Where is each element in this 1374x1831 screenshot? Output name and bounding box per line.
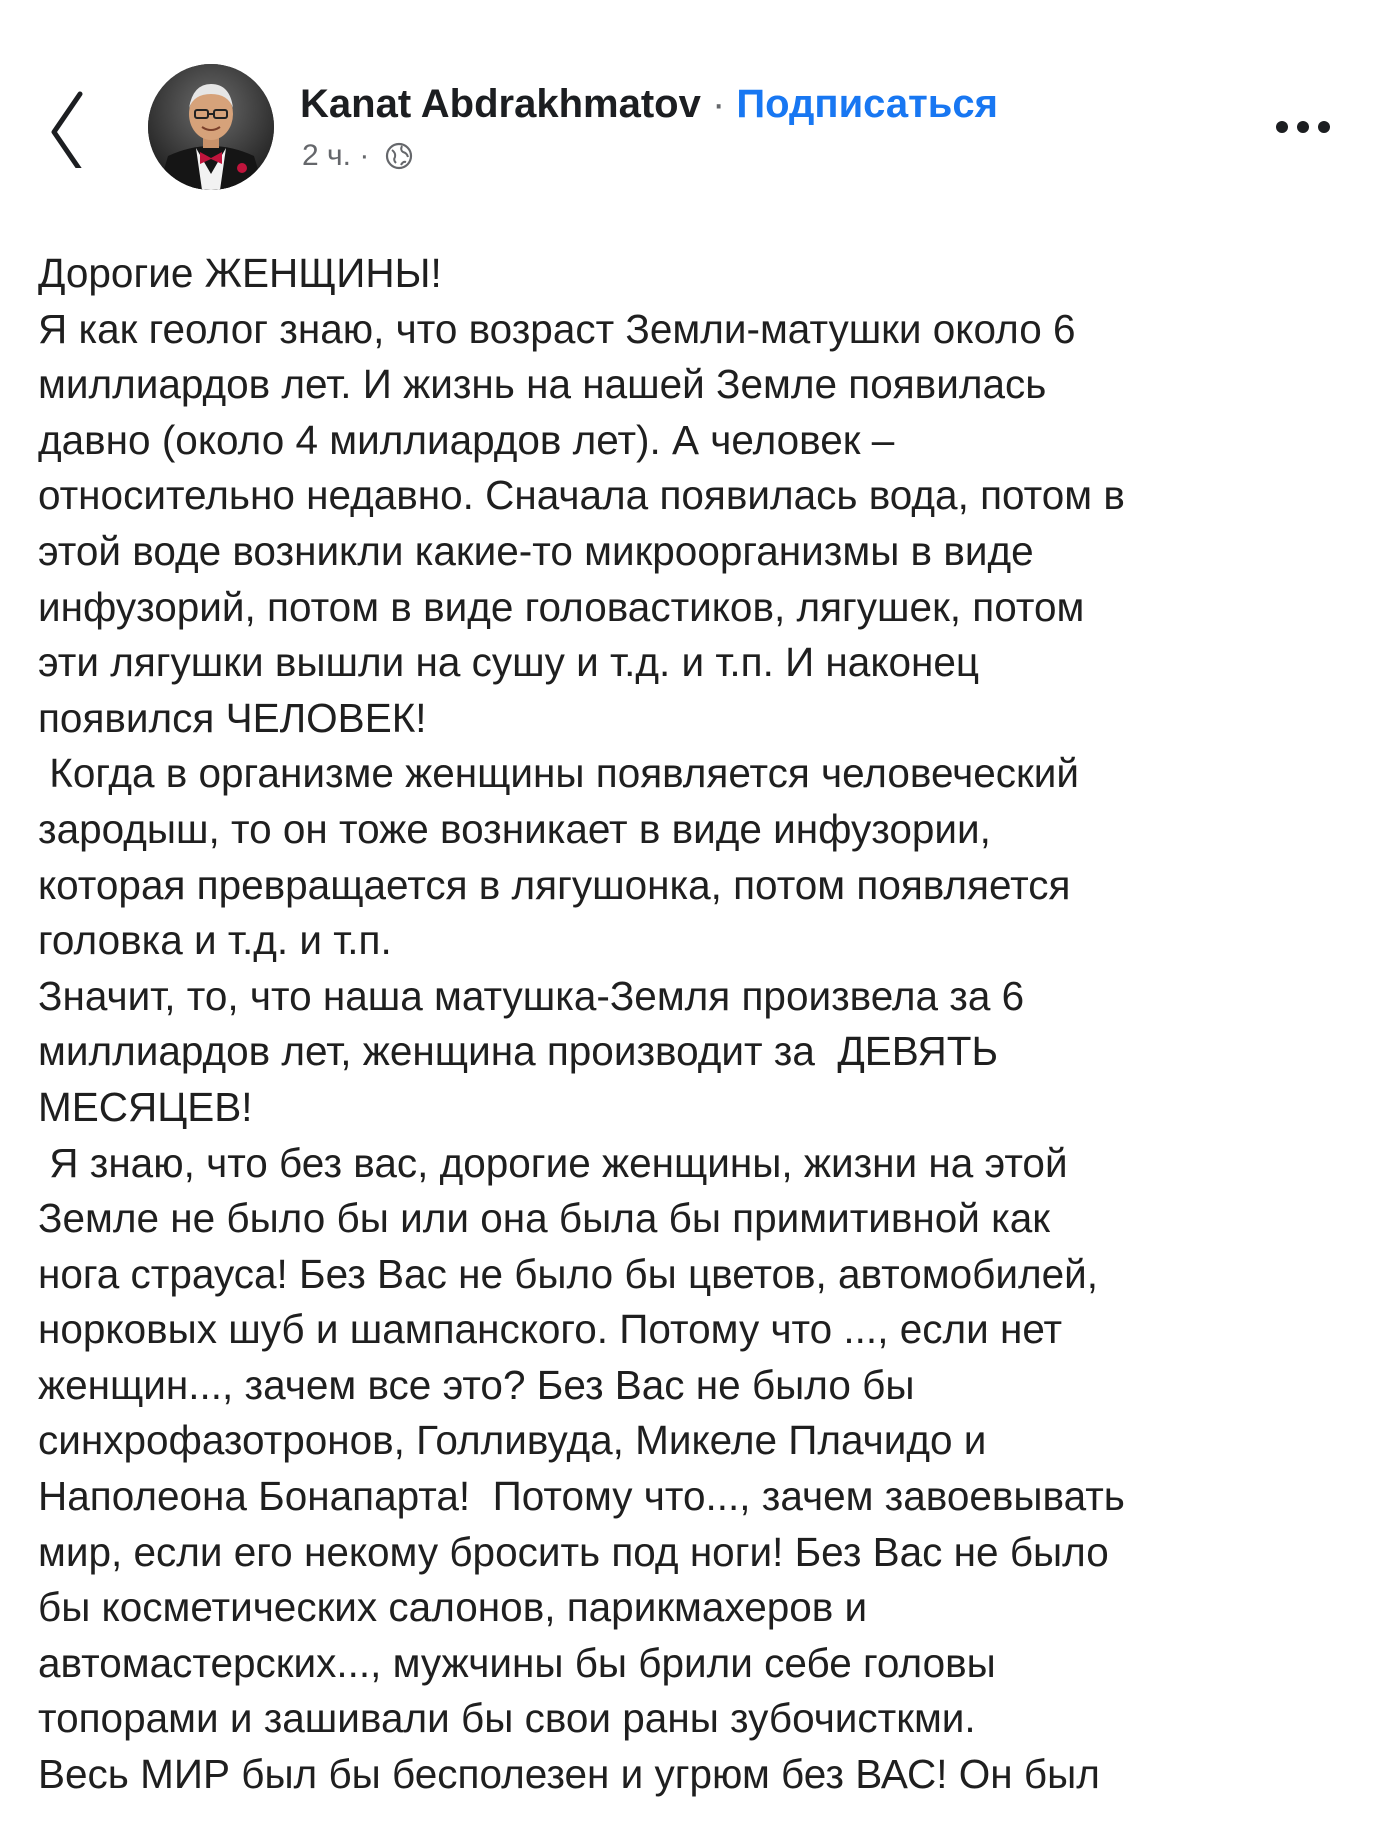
post-text-line: зародыш, то он тоже возникает в виде инфузории, [38,805,991,852]
post-text-line: МЕСЯЦЕВ! [38,1083,253,1130]
post-text-line: Дорогие ЖЕНЩИНЫ! [38,250,442,296]
post-header [0,0,1374,200]
post-text-line: инфузорий, потом в виде головастиков, лягушек, потом [38,583,1085,630]
post-text-line: Я знаю, что без вас, дорогие женщины, жизни на этой [38,1139,1068,1186]
post-text-line: мир, если его некому бросить под ноги! Без Вас не было [38,1528,1109,1575]
post-text-line: головка и т.д. и т.п. [38,917,392,964]
post-text-line: относительно недавно. Сначала появилась вода, потом в [38,472,1125,519]
author-separator: · [700,82,737,126]
post-text-line: синхрофазотронов, Голливуда, Микеле Плачидо и [38,1417,987,1464]
post-text-line: автомастерских..., мужчины бы брили себе головы [38,1639,996,1686]
post-text-line: бы косметических салонов, парикмахеров и [38,1584,868,1631]
globe-icon[interactable] [384,141,414,171]
post-text-line: эти лягушки вышли на сушу и т.д. и т.п. И наконец [38,639,980,686]
author-line [300,80,998,128]
author-avatar[interactable] [148,64,274,190]
post-text-line: миллиардов лет. И жизнь на нашей Земле появилась [38,361,1047,408]
post-text-line: этой воде возникли какие-то микроорганизмы в виде [38,527,1034,574]
post-text-line: появился ЧЕЛОВЕК! [38,694,427,741]
post-text-line: миллиардов лет, женщина производит за ДЕВЯТЬ [38,1028,999,1075]
post-text-line: которая превращается в лягушонка, потом появляется [38,861,1071,908]
back-button[interactable] [40,88,100,168]
post-text-line: Я как геолог знаю, что возраст Земли-матушки около 6 [38,305,1076,352]
more-dots-icon [1268,112,1338,142]
post-text-line: норковых шуб и шампанского. Потому что ..., если нет [38,1306,1063,1353]
post-text-line: Земле не было бы или она была бы примитивной как [38,1195,1051,1242]
post-text-line: женщин..., зачем все это? Без Вас не было бы [38,1361,915,1408]
post-text [38,246,1358,1803]
post-text-line: нога страуса! Без Вас не было бы цветов, автомобилей, [38,1250,1099,1297]
post-text-line: топорами и зашивали бы свои раны зубочисткми. [38,1695,976,1742]
meta-separator: · [350,139,378,172]
post-timestamp[interactable]: 2 ч. [302,139,351,172]
post-text-line: Весь МИР был бы бесполезен и угрюм без ВАС! Он был [38,1751,1100,1798]
follow-button[interactable]: Подписаться [736,82,998,126]
more-options-button[interactable] [1268,112,1338,142]
author-name[interactable]: Kanat Abdrakhmatov [300,82,701,126]
post-meta [302,136,414,176]
post-text-line: давно (около 4 миллиардов лет). А человек – [38,416,895,463]
post-text-line: Наполеона Бонапарта! Потому что..., зачем завоевывать [38,1473,1125,1520]
post-text-line: Значит, то, что наша матушка-Земля произвела за 6 [38,972,1025,1019]
chevron-left-icon [40,88,100,168]
post-text-line: Когда в организме женщины появляется человеческий [38,750,1079,797]
avatar-photo [148,64,274,190]
